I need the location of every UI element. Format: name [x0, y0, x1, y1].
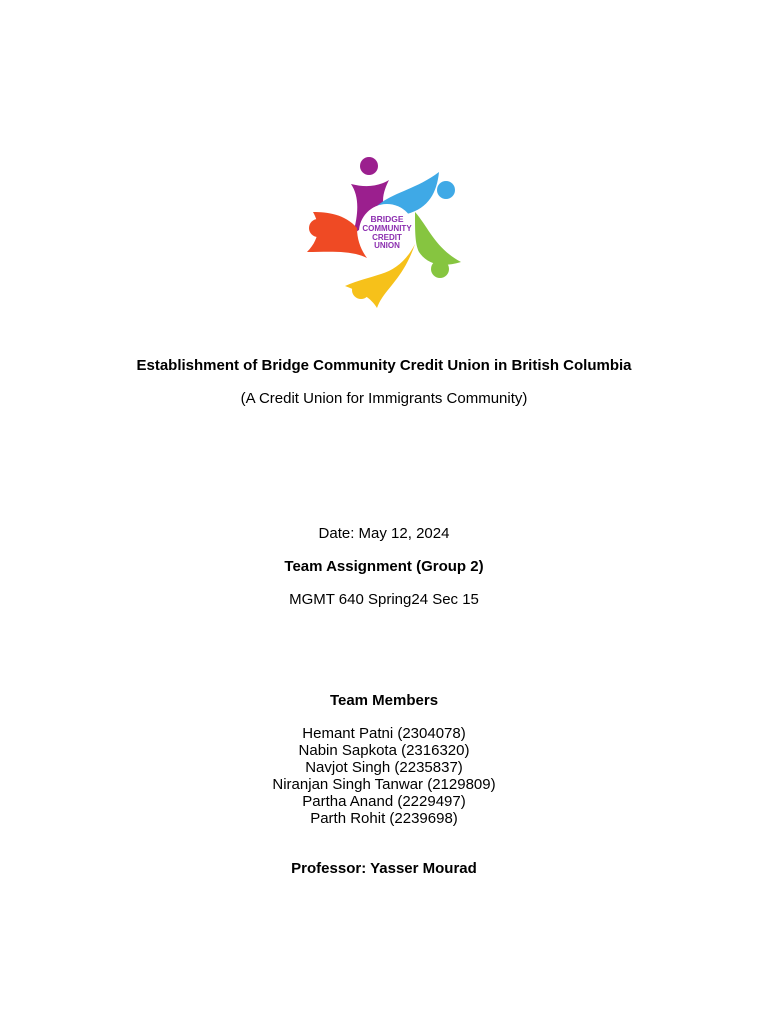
- logo-text-line-3: CREDIT: [372, 233, 402, 242]
- logo-red-head: [309, 219, 327, 237]
- team-member: Hemant Patni (2304078): [302, 725, 466, 742]
- logo-green-head: [431, 260, 449, 278]
- logo-text-line-2: COMMUNITY: [362, 224, 412, 233]
- team-member: Niranjan Singh Tanwar (2129809): [272, 776, 496, 793]
- credit-union-logo: [303, 152, 465, 308]
- course-code: MGMT 640 Spring24 Sec 15: [289, 591, 479, 608]
- logo-green-figure: [415, 212, 461, 265]
- logo-text-line-1: BRIDGE: [370, 214, 404, 224]
- team-members-heading: Team Members: [329, 692, 439, 709]
- team-member: Partha Anand (2229497): [302, 793, 466, 810]
- document-title: Establishment of Bridge Community Credit Union in British Columbia: [136, 357, 632, 374]
- team-members-list: [0, 725, 768, 827]
- team-member: Parth Rohit (2239698): [310, 810, 458, 827]
- logo-purple-head: [360, 157, 378, 175]
- team-member: Navjot Singh (2235837): [305, 759, 463, 776]
- assignment-title: Team Assignment (Group 2): [284, 558, 484, 575]
- logo-text-line-4: UNION: [374, 241, 400, 250]
- people-circle-logo-icon: [303, 152, 465, 308]
- document-date: Date: May 12, 2024: [318, 525, 450, 542]
- team-member: Nabin Sapkota (2316320): [298, 742, 470, 759]
- document-subtitle: (A Credit Union for Immigrants Community): [240, 390, 528, 407]
- professor-name: Professor: Yasser Mourad: [291, 860, 477, 877]
- logo-blue-head: [437, 181, 455, 199]
- logo-yellow-head: [352, 281, 370, 299]
